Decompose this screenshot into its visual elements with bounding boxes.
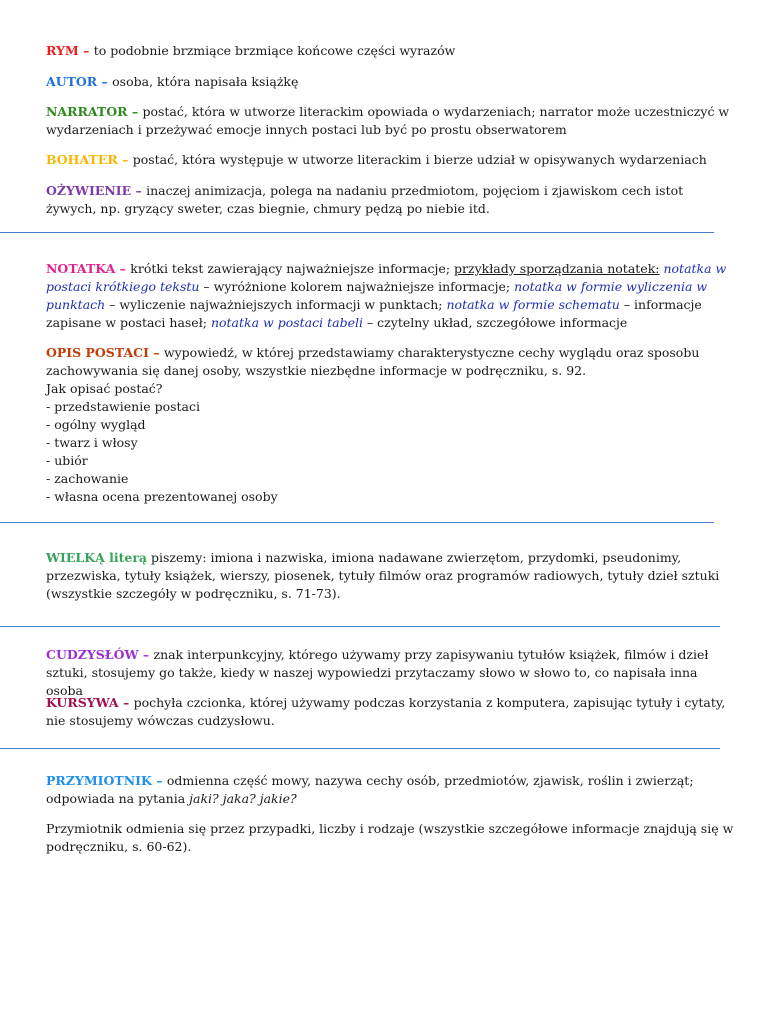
definition-text: postać, która w utworze literackim opowiada o wydarzeniach; narrator może uczestniczyć w wydarzeniach i przeżywać emocje innych postaci lub być po prostu obserwatorem	[46, 104, 730, 137]
list-item: - twarz i włosy	[46, 435, 138, 450]
note-type-short-text: notatka w postaci krótkiego tekstu	[46, 261, 727, 294]
adjective-questions: jaki? jaka? jakie?	[189, 791, 297, 806]
list-item: - przedstawienie postaci	[46, 399, 200, 414]
entry-przymiotnik	[46, 772, 736, 808]
term-autor: AUTOR	[46, 74, 98, 89]
definition-text: piszemy: imiona i nazwiska, imiona nadawane zwierzętom, przydomki, pseudonimy, przezwiska, tytuły książek, wierszy, piosenek, tytuły filmów oraz programów radiowych, tytuły dzieł sztuki (wszystkie szczegóły w podręczniku, s. 71-73).	[46, 550, 720, 601]
entry-notatka	[46, 260, 736, 332]
entry-autor	[46, 73, 298, 91]
section-divider	[0, 232, 714, 233]
entry-ozywienie	[46, 182, 736, 218]
definition-text: znak interpunkcyjny, którego używamy przy zapisywaniu tytułów książek, filmów i dzieł sztuki, stosujemy go także, kiedy w naszej wypowiedzi przytaczamy słowo w słowo to, co napisała inna osoba	[46, 647, 709, 698]
entry-opis-postaci	[46, 344, 736, 506]
term-dash: –	[138, 647, 154, 662]
list-item: - ubiór	[46, 453, 88, 468]
term-wielka-litera: WIELKĄ literą	[46, 550, 148, 565]
definition-text: wypowiedź, w której przedstawiamy charakterystyczne cechy wyglądu oraz sposobu zachowywania się danej osoby, wszystkie niezbędne informacje w podręczniku, s. 92.	[46, 345, 700, 378]
definition-text: – czytelny układ, szczegółowe informacje	[362, 315, 628, 330]
list-item: - własna ocena prezentowanej osoby	[46, 489, 278, 504]
term-dash: –	[151, 773, 167, 788]
entry-przymiotnik-extra: Przymiotnik odmienia się przez przypadki, liczby i rodzaje (wszystkie szczegółowe informacje znajdują się w podręczniku, s. 60-62).	[46, 821, 734, 854]
term-kursywa: KURSYWA	[46, 695, 119, 710]
entry-kursywa	[46, 694, 736, 730]
entry-rym	[46, 42, 455, 60]
term-dash: –	[115, 261, 131, 276]
definition-text: – wyróżnione kolorem najważniejsze informacje;	[199, 279, 515, 294]
definition-text: krótki tekst zawierający najważniejsze informacje;	[130, 261, 455, 276]
term-narrator: NARRATOR	[46, 104, 128, 119]
entry-cudzyslow	[46, 646, 736, 700]
examples-heading: przykłady sporządzania notatek:	[454, 261, 660, 276]
term-dash: –	[97, 74, 113, 89]
definition-text: inaczej animizacja, polega na nadaniu przedmiotom, pojęciom i zjawiskom cech istot żywych, np. gryzący sweter, czas biegnie, chmury pędzą po niebie itd.	[46, 183, 684, 216]
entry-narrator	[46, 103, 736, 139]
entry-bohater	[46, 151, 707, 169]
term-dash: –	[127, 104, 143, 119]
definition-text: osoba, która napisała książkę	[112, 74, 299, 89]
section-divider	[0, 626, 720, 627]
definition-text: – wyliczenie najważniejszych informacji w punktach;	[105, 297, 447, 312]
term-dash: –	[118, 695, 134, 710]
term-ozywienie: OŻYWIENIE	[46, 183, 132, 198]
note-type-list: notatka w formie wyliczenia w punktach	[46, 279, 708, 312]
definition-text: pochyła czcionka, której używamy podczas korzystania z komputera, zapisując tytuły i cytaty, nie stosujemy wówczas cudzysłowu.	[46, 695, 726, 728]
term-opis-postaci: OPIS POSTACI	[46, 345, 149, 360]
note-type-scheme: notatka w formie schematu	[446, 297, 620, 312]
list-item: - zachowanie	[46, 471, 129, 486]
term-dash: –	[148, 345, 164, 360]
note-type-table: notatka w postaci tabeli	[210, 315, 363, 330]
entry-wielka-litera	[46, 549, 736, 603]
term-cudzyslow: CUDZYSŁÓW	[46, 647, 139, 662]
list-item: - ogólny wygląd	[46, 417, 146, 432]
term-rym: RYM	[46, 43, 79, 58]
term-dash: –	[78, 43, 94, 58]
term-notatka: NOTATKA	[46, 261, 116, 276]
term-bohater: BOHATER	[46, 152, 118, 167]
definition-text: postać, która występuje w utworze literackim i bierze udział w opisywanych wydarzeniach	[132, 152, 707, 167]
section-divider	[0, 748, 720, 749]
section-divider	[0, 522, 714, 523]
term-dash: –	[117, 152, 133, 167]
definition-text: – informacje zapisane w postaci haseł;	[46, 297, 702, 330]
term-dash: –	[131, 183, 147, 198]
opis-question: Jak opisać postać?	[46, 381, 163, 396]
definition-text: odmienna część mowy, nazywa cechy osób, przedmiotów, zjawisk, roślin i zwierząt; odpowiada na pytania	[46, 773, 694, 806]
definition-text: to podobnie brzmiące brzmiące końcowe części wyrazów	[93, 43, 456, 58]
opis-definition	[46, 344, 736, 380]
term-przymiotnik: PRZYMIOTNIK	[46, 773, 152, 788]
